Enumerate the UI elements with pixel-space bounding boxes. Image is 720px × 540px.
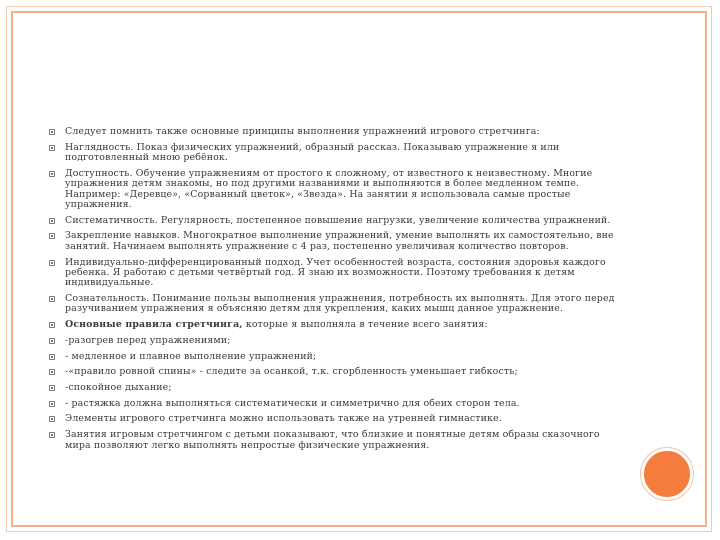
list-item-text: - медленное и плавное выполнение упражнений; bbox=[65, 350, 317, 362]
decorative-orange-circle bbox=[641, 448, 693, 500]
list-item bbox=[46, 143, 626, 164]
square-bullet-icon bbox=[46, 399, 58, 409]
list-item bbox=[46, 399, 626, 409]
list-item-text: -спокойное дыхание; bbox=[65, 381, 172, 393]
list-item-text: Следует помнить также основные принципы выполнения упражнений игрового стретчинга: bbox=[65, 126, 540, 137]
list-item bbox=[46, 430, 626, 451]
bullet-list bbox=[46, 127, 626, 456]
list-item bbox=[46, 414, 626, 424]
square-bullet-icon bbox=[46, 352, 58, 362]
square-bullet-icon bbox=[46, 258, 58, 268]
square-bullet-icon bbox=[46, 127, 58, 137]
list-item-text: Занятия игровым стретчингом с детьми показывают, что близкие и понятные детям образы сказочного мира позволяют легко выполнять непростые физические упражнения. bbox=[65, 429, 600, 451]
list-item bbox=[46, 231, 626, 252]
square-bullet-icon bbox=[46, 216, 58, 226]
square-bullet-icon bbox=[46, 231, 58, 241]
square-bullet-icon bbox=[46, 169, 58, 179]
list-item bbox=[46, 216, 626, 226]
list-item bbox=[46, 127, 626, 137]
list-item-text: Сознательность. Понимание пользы выполнения упражнения, потребность их выполнять. Для этого перед разучиванием упражнения я объясняю детям для укрепления, каких мышц данное упражнение. bbox=[65, 293, 615, 315]
list-item-text: Основные правила стретчинга, которые я выполняла в течение всего занятия: bbox=[65, 319, 488, 331]
square-bullet-icon bbox=[46, 143, 58, 153]
list-item-text: Индивидуально-дифференцированный подход. Учет особенностей возраста, состояния здоровья каждого ребенка. Я работаю с детьми четвёртый год. Я знаю их возможности. Поэтому требования к детям индивидуальные. bbox=[65, 256, 606, 289]
list-item-text: Закрепление навыков. Многократное выполнение упражнений, умение выполнять их самостоятельно, вне занятий. Начинаем выполнять упражнение с 4 раз, постепенно увеличивая количество повторов. bbox=[65, 230, 614, 252]
list-item bbox=[46, 336, 626, 346]
list-item-text: -«правило ровной спины» - следите за осанкой, т.к. сгорбленность уменьшает гибкость; bbox=[65, 366, 518, 378]
list-item bbox=[46, 169, 626, 211]
list-item bbox=[46, 320, 626, 330]
list-item-text: Систематичность. Регулярность, постепенное повышение нагрузки, увеличение количества упражнений. bbox=[65, 214, 611, 226]
list-item bbox=[46, 367, 626, 377]
list-item-text: Наглядность. Показ физических упражнений, образный рассказ. Показываю упражнение я или подготовленный мною ребёнок. bbox=[65, 141, 560, 164]
square-bullet-icon bbox=[46, 383, 58, 393]
list-item-text: - растяжка должна выполняться систематически и симметрично для обеих сторон тела. bbox=[65, 397, 520, 409]
list-item bbox=[46, 294, 626, 315]
list-item bbox=[46, 258, 626, 289]
square-bullet-icon bbox=[46, 320, 58, 330]
square-bullet-icon bbox=[46, 336, 58, 346]
list-item bbox=[46, 352, 626, 362]
square-bullet-icon bbox=[46, 367, 58, 377]
square-bullet-icon bbox=[46, 414, 58, 424]
square-bullet-icon bbox=[46, 294, 58, 304]
list-item bbox=[46, 383, 626, 393]
square-bullet-icon bbox=[46, 430, 58, 440]
list-item-text: -разогрев перед упражнениями; bbox=[65, 334, 231, 346]
list-item-text: Доступность. Обучение упражнениям от простого к сложному, от известного к неизвестному. Многие упражнения детям знакомы, но под другими названиями и выполняются в более медленном темпе. Например: «Деревце», «Сорванный цветок», «Звезда». На занятии я использовала самые простые упражнения. bbox=[65, 167, 593, 211]
list-item-text: Элементы игрового стретчинга можно использовать также на утренней гимнастике. bbox=[65, 413, 502, 425]
